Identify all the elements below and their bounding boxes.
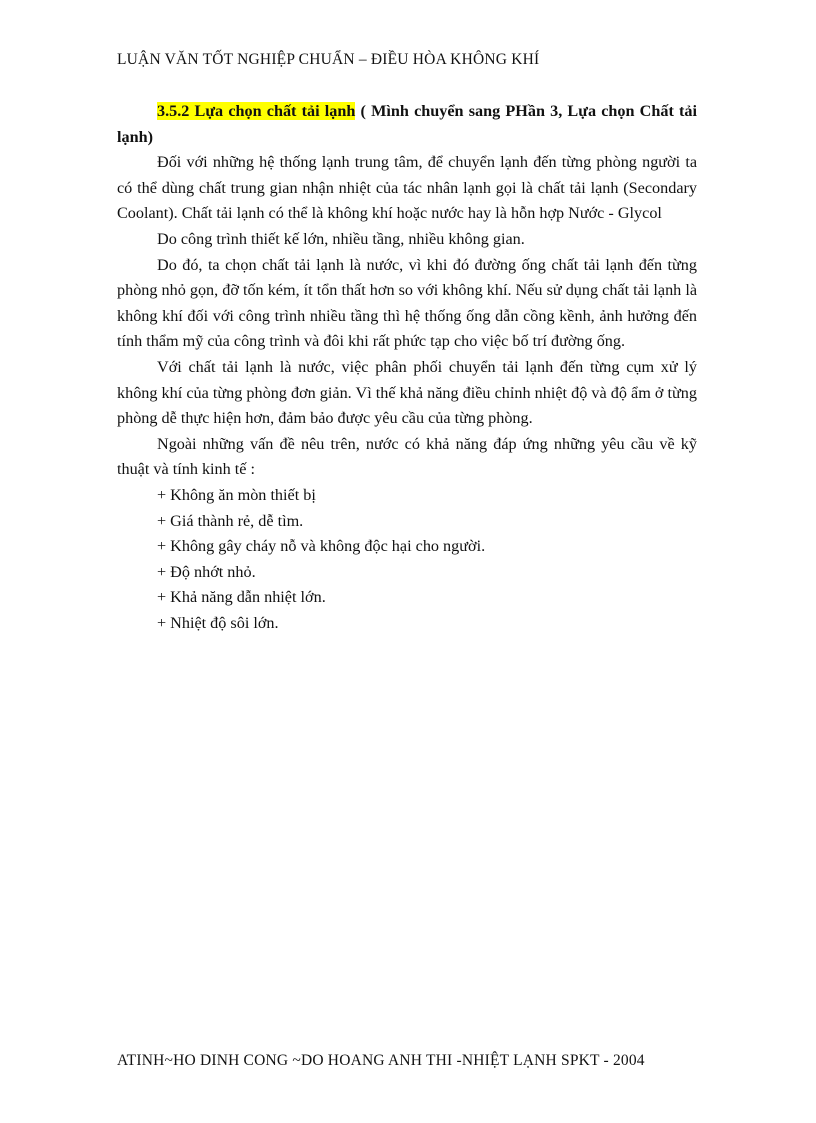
paragraph-requirements-intro: Ngoài những vấn đề nêu trên, nước có khả năng đáp ứng những yêu cầu về kỹ thuật và tính kinh tế : <box>117 434 697 479</box>
section-heading <box>117 99 697 150</box>
list-item: + Khả năng dẫn nhiệt lớn. <box>157 588 326 607</box>
paragraph-water-distribution: Với chất tải lạnh là nước, việc phân phối chuyển tải lạnh đến từng cụm xử lý không khí của từng phòng đơn giản. Vì thế khả năng điều chỉnh nhiệt độ và độ ẩm ở từng phòng dễ thực hiện hơn, đảm bảo được yêu cầu của từng phòng. <box>117 357 697 428</box>
page-header: LUẬN VĂN TỐT NGHIỆP CHUẨN – ĐIỀU HÒA KHÔNG KHÍ <box>117 51 540 68</box>
paragraph-water-choice: Do đó, ta chọn chất tải lạnh là nước, vì khi đó đường ống chất tải lạnh đến từng phòng nhỏ gọn, đỡ tốn kém, ít tổn thất hơn so với không khí. Nếu sử dụng chất tải lạnh là không khí đối với công trình nhiều tầng thì hệ thống ống dẫn cồng kềnh, ảnh hưởng đến tính thẩm mỹ của công trình và đôi khi rất phức tạp cho việc bố trí đường ống. <box>117 255 697 351</box>
document-body <box>117 99 697 636</box>
section-heading-note: ( Mình chuyển sang PHần 3, Lựa chọn Chất tải lạnh) <box>117 102 697 146</box>
section-heading-highlighted: 3.5.2 Lựa chọn chất tải lạnh <box>157 102 356 120</box>
list-item: + Nhiệt độ sôi lớn. <box>157 613 279 632</box>
paragraph-secondary-coolant: Đối với những hệ thống lạnh trung tâm, để chuyển lạnh đến từng phòng người ta có thể dùng chất trung gian nhận nhiệt của tác nhân lạnh gọi là chất tải lạnh (Secondary Coolant). Chất tải lạnh có thể là không khí hoặc nước hay là hỗn hợp Nước - Glycol <box>117 153 697 223</box>
page-footer: ATINH~HO DINH CONG ~DO HOANG ANH THI -NHIỆT LẠNH SPKT - 2004 <box>117 1052 645 1069</box>
requirements-list <box>117 483 697 637</box>
list-item: + Giá thành rẻ, dễ tìm. <box>157 511 304 530</box>
paragraph-building-scale: Do công trình thiết kế lớn, nhiều tầng, nhiều không gian. <box>157 229 525 248</box>
list-item: + Không ăn mòn thiết bị <box>157 485 316 504</box>
list-item: + Độ nhớt nhỏ. <box>157 562 256 581</box>
list-item: + Không gây cháy nỗ và không độc hại cho người. <box>157 537 486 556</box>
